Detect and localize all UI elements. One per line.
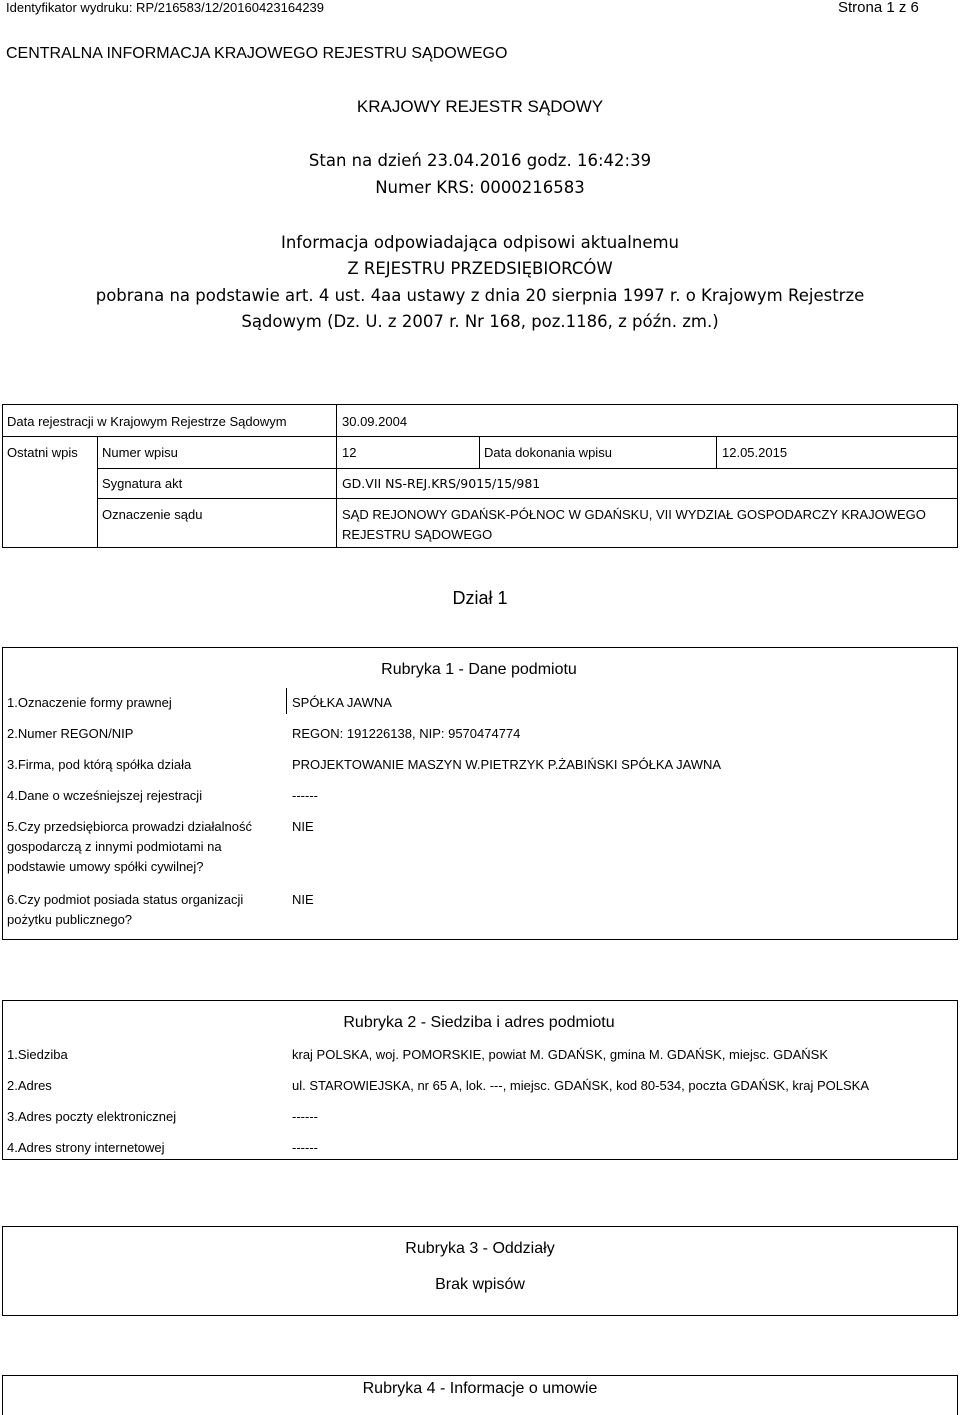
rubric-3-title: Rubryka 3 - Oddziały [405,1240,555,1257]
rubric-3-empty: Brak wpisów [435,1276,525,1293]
registration-date-value: 30.09.2004 [342,414,408,429]
rubric-1-row-value: PROJEKTOWANIE MASZYN W.PIETRZYK P.ŻABIŃSKI SPÓŁKA JAWNA [292,757,722,772]
section-title: Dział 1 [452,588,508,608]
info-line-2: Z REJESTRU PRZEDSIĘBIORCÓW [347,259,613,278]
rubric-2-row-label: 4.Adres strony internetowej [7,1140,165,1155]
rubric-2-row-label: 1.Siedziba [7,1047,68,1062]
rubric-1-row-value: REGON: 191226138, NIP: 9570474774 [292,726,521,741]
info-line-4: Sądowym (Dz. U. z 2007 r. Nr 168, poz.1186, z późn. zm.) [241,312,719,331]
rubric-2-title: Rubryka 2 - Siedziba i adres podmiotu [343,1014,615,1031]
organization-name: CENTRALNA INFORMACJA KRAJOWEGO REJESTRU SĄDOWEGO [6,45,508,62]
file-signature-label: Sygnatura akt [102,476,183,491]
rubric-1-row-value: NIE [292,819,314,834]
rubric-1-row-label: 5.Czy przedsiębiorca prowadzi działalność gospodarczą z innymi podmiotami na podstawie umowy spółki cywilnej? [7,819,252,874]
rubric-1-row-label: 6.Czy podmiot posiada status organizacji pożytku publicznego? [7,892,244,927]
rubric-1-row-value: ------ [292,788,318,803]
info-line-1: Informacja odpowiadająca odpisowi aktualnemu [280,233,680,252]
rubric-1-row-value: NIE [292,892,314,907]
rubric-2-row-label: 3.Adres poczty elektronicznej [7,1109,177,1124]
court-value: SĄD REJONOWY GDAŃSK-PÓŁNOC W GDAŃSKU, VII WYDZIAŁ GOSPODARCZY KRAJOWEGO REJESTRU SĄDOWEGO [342,507,926,542]
rubric-1-row-label: 4.Dane o wcześniejszej rejestracji [7,788,203,803]
register-title: KRAJOWY REJESTR SĄDOWY [356,97,604,116]
info-line-3: pobrana na podstawie art. 4 ust. 4aa ustawy z dnia 20 sierpnia 1997 r. o Krajowym Rejestrze [95,286,865,305]
rubric-2-row-value: ul. STAROWIEJSKA, nr 65 A, lok. ---, miejsc. GDAŃSK, kod 80-534, poczta GDAŃSK, kraj POLSKA [292,1078,870,1093]
entry-number-label: Numer wpisu [102,445,178,460]
page-number: Strona 1 z 6 [838,0,919,16]
entry-date-label: Data dokonania wpisu [484,445,612,460]
entry-date-value: 12.05.2015 [722,445,788,460]
entry-number-value: 12 [342,445,357,460]
rubric-1-title: Rubryka 1 - Dane podmiotu [381,661,577,678]
rubric-4-title: Rubryka 4 - Informacje o umowie [362,1380,598,1397]
status-date: Stan na dzień 23.04.2016 godz. 16:42:39 [308,151,652,170]
registration-date-label: Data rejestracji w Krajowym Rejestrze Sądowym [7,414,287,429]
rubric-1-row-label: 3.Firma, pod którą spółka działa [7,757,192,772]
print-identifier: Identyfikator wydruku: RP/216583/12/20160423164239 [6,0,325,15]
rubric-2-row-label: 2.Adres [7,1078,52,1093]
rubric-1-row-label: 1.Oznaczenie formy prawnej [7,695,172,710]
rubric-2-row-value: kraj POLSKA, woj. POMORSKIE, powiat M. GDAŃSK, gmina M. GDAŃSK, miejsc. GDAŃSK [292,1047,829,1062]
rubric-1-row-value: SPÓŁKA JAWNA [292,695,392,710]
file-signature-value: GD.VII NS-REJ.KRS/9015/15/981 [342,476,541,491]
rubric-2-row-value: ------ [292,1109,318,1124]
rubric-2-row-value: ------ [292,1140,318,1155]
krs-number: Numer KRS: 0000216583 [375,178,585,197]
rubric-1-row-label: 2.Numer REGON/NIP [7,726,134,741]
last-entry-label: Ostatni wpis [7,445,78,460]
court-label: Oznaczenie sądu [102,507,203,522]
